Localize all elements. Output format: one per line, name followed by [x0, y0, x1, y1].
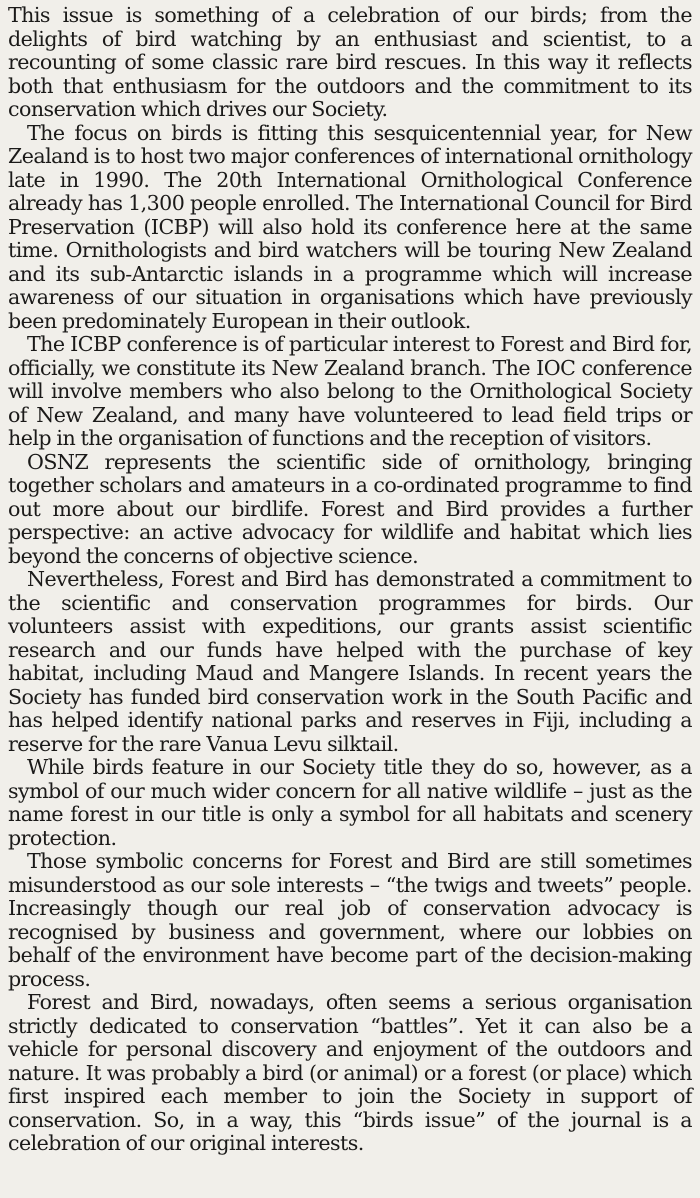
paragraph-4: OSNZ represents the scientific side of ornithology, bringing together scholars and amateurs in a co-ordinated programme to find out more about our birdlife. Forest and Bird provides a further perspective: an active advocacy for wildlife and habitat which lies beyond the concerns of objective science.	[8, 449, 692, 568]
paragraph-1: This issue is something of a celebration of our birds; from the delights of bird watching by an enthusiast and scientist, to a recounting of some classic rare bird rescues. In this way it reflects both that enthusiasm for the outdoors and the commitment to its conservation which drives our Society.	[8, 3, 692, 121]
paragraph-2: The focus on birds is fitting this sesquicentennial year, for New Zealand is to host two major conferences of international ornithology late in 1990. The 20th International Ornithological Conference already has 1,300 people enrolled. The International Council for Bird Preservation (ICBP) will also hold its conference here at the same time. Ornithologists and bird watchers will be touring New Zealand and its sub-Antarctic islands in a programme which will increase awareness of our situation in organisations which have previously been predominately European in their outlook.	[8, 120, 692, 333]
paragraph-3: The ICBP conference is of particular interest to Forest and Bird for, officially, we constitute its New Zealand branch. The IOC conference will involve members who also belong to the Ornithological Society of New Zealand, and many have volunteered to lead field trips or help in the organisation of functions and the reception of visitors.	[8, 332, 692, 450]
paragraph-8: Forest and Bird, nowadays, often seems a serious organisation strictly dedicated to conservation “battles”. Yet it can also be a vehicle for personal discovery and enjoyment of the outdoors and nature. It was probably a bird (or animal) or a forest (or place) which first inspired each member to join the Society in support of conservation. So, in a way, this “birds issue” of the journal is a celebration of our original interests.	[8, 990, 692, 1155]
paragraph-6: While birds feature in our Society title they do so, however, as a symbol of our much wider concern for all native wildlife – just as the name forest in our title is only a symbol for all habitats and scenery protection.	[8, 755, 692, 850]
paragraph-5: Nevertheless, Forest and Bird has demonstrated a commitment to the scientific and conservation programmes for birds. Our volunteers assist with expeditions, our grants assist scientific research and our funds have helped with the purchase of key habitat, including Maud and Mangere Islands. In recent years the Society has funded bird conservation work in the South Pacific and has helped identify national parks and reserves in Fiji, including a reserve for the rare Vanua Levu silktail.	[8, 567, 692, 756]
editorial-article	[8, 4, 692, 1156]
paragraph-7: Those symbolic concerns for Forest and Bird are still sometimes misunderstood as our sole interests – “the twigs and tweets” people. Increasingly though our real job of conservation advocacy is recognised by business and government, where our lobbies on behalf of the environment have become part of the decision-making process.	[8, 849, 692, 991]
